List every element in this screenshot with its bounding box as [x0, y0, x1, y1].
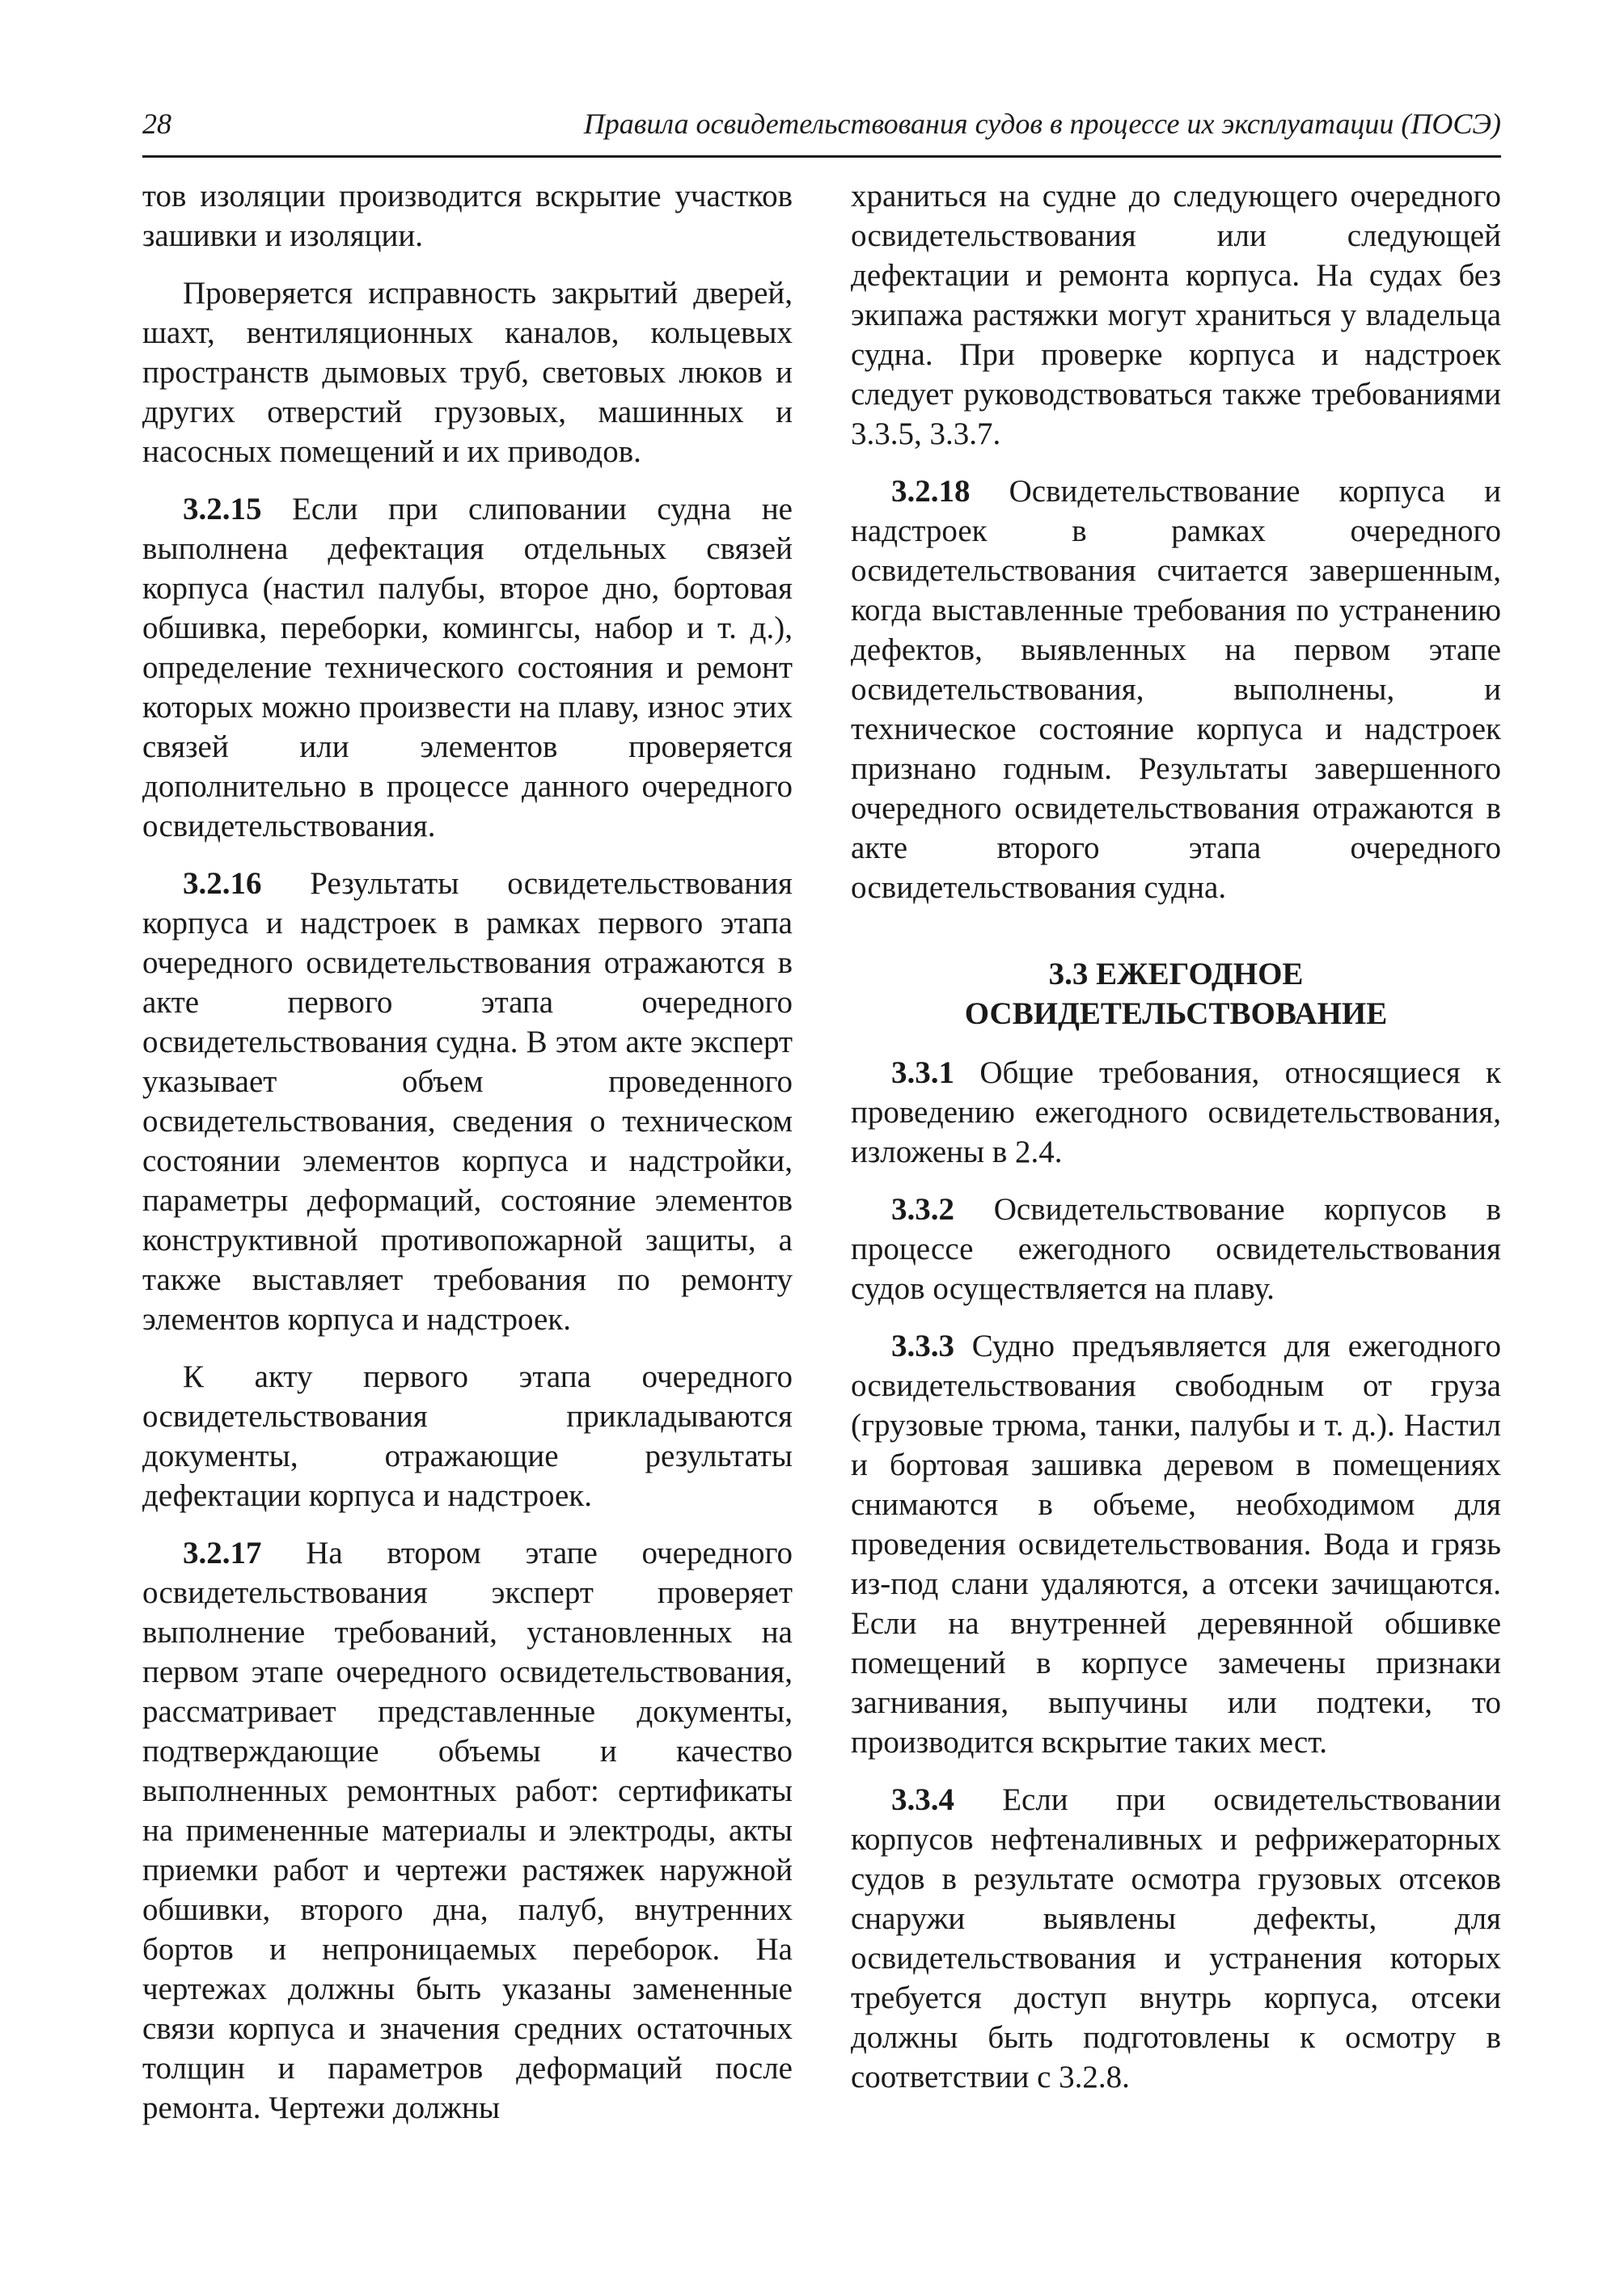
clause-3-3-3: [851, 1326, 1501, 1762]
section-heading: [851, 954, 1501, 1033]
clause-3-2-18: [851, 471, 1501, 907]
clause-text: Общие требования, относящиеся к проведению ежегодного освидетельствования, изложены в 2.4.: [851, 1055, 1501, 1169]
clause-text: Если при слиповании судна не выполнена дефектация отдельных связей корпуса (настил палубы, второе дно, бортовая обшивка, переборки, комингсы, набор и т. д.), определение технического состояния и ремонт которых можно произвести на плаву, износ этих связей или элементов проверяется дополнительно в процессе данного очередного освидетельствования.: [142, 492, 793, 843]
clause-number: 3.2.16: [183, 866, 262, 901]
paragraph-intro: тов изоляции производится вскрытие участков зашивки и изоляции.: [142, 179, 793, 253]
clause-text: Если при освидетельствовании корпусов нефтеналивных и рефрижераторных судов в результате осмотра грузовых отсеков снаружи выявлены дефекты, для освидетельствования и устранения которых требуется доступ внутрь корпуса, отсеки должны быть подготовлены к осмотру в соответствии с 3.2.8.: [851, 1782, 1501, 2094]
clause-3-3-4: [851, 1780, 1501, 2097]
section-heading-line2: ОСВИДЕТЕЛЬСТВОВАНИЕ: [964, 996, 1388, 1031]
clause-number: 3.3.4: [891, 1782, 954, 1817]
running-header: [142, 107, 1501, 158]
page-number: 28: [142, 108, 171, 140]
clause-3-3-1: [851, 1053, 1501, 1172]
right-column: [851, 176, 1501, 2115]
clause-3-2-15: [142, 489, 793, 846]
clause-text: Освидетельствование корпуса и надстроек в рамках очередного освидетельствования считается завершенным, когда выставленные требования по устранению дефектов, выявленных на первом этапе освидетельствования, выполнены, и техническое состояние корпуса и надстроек признано годным. Результаты завершенного очередного освидетельствования отражаются в акте второго этапа очередного освидетельствования судна.: [851, 474, 1501, 905]
clause-3-2-17: [142, 1533, 793, 2128]
clause-3-2-16: [142, 864, 793, 1339]
clause-text: Судно предъявляется для ежегодного освидетельствования свободным от груза (грузовые трюма, танки, палубы и т. д.). Настил и бортовая зашивка деревом в помещениях снимаются в объеме, необходимом для проведения освидетельствования. Вода и грязь из-под слани удаляются, а отсеки зачищаются. Если на внутренней деревянной обшивке помещений в корпусе замечены признаки загнивания, выпучины или подтеки, то производится вскрытие таких мест.: [851, 1329, 1501, 1760]
clause-number: 3.3.1: [891, 1055, 954, 1090]
paragraph-act: К акту первого этапа очередного освидетельствования прикладываются документы, отражающие результаты дефектации корпуса и надстроек.: [142, 1359, 793, 1513]
running-title: Правила освидетельствования судов в процессе их эксплуатации (ПОСЭ): [583, 108, 1501, 140]
clause-text: Результаты освидетельствования корпуса и надстроек в рамках первого этапа очередного освидетельствования отражаются в акте первого этапа очередного освидетельствования судна. В этом акте эксперт указывает объем проведенного освидетельствования, сведения о техническом состоянии элементов корпуса и надстройки, параметры деформаций, состояние элементов конструктивной противопожарной защиты, а также выставляет требования по ремонту элементов корпуса и надстроек.: [142, 866, 793, 1337]
clause-number: 3.3.3: [891, 1329, 954, 1363]
clause-number: 3.2.18: [891, 474, 971, 509]
paragraph-continuation: храниться на судне до следующего очередного освидетельствования или следующей дефектации и ремонта корпуса. На судах без экипажа растяжки могут храниться у владельца судна. При проверке корпуса и надстроек следует руководствоваться также требованиями 3.3.5, 3.3.7.: [851, 179, 1501, 451]
clause-text: На втором этапе очередного освидетельствования эксперт проверяет выполнение требований, установленных на первом этапе очередного освидетельствования, рассматривает представленные документы, подтверждающие объемы и качество выполненных ремонтных работ: сертификаты на примененные материалы и электроды, акты приемки работ и чертежи растяжек наружной обшивки, второго дна, палуб, внутренних бортов и непроницаемых переборок. На чертежах должны быть указаны замененные связи корпуса и значения средних остаточных толщин и параметров деформаций после ремонта. Чертежи должны: [142, 1536, 793, 2125]
clause-text: Освидетельствование корпусов в процессе ежегодного освидетельствования судов осуществляется на плаву.: [851, 1192, 1501, 1306]
left-column: [142, 176, 793, 2145]
clause-number: 3.2.17: [183, 1536, 262, 1570]
paragraph-check: Проверяется исправность закрытий дверей, шахт, вентиляционных каналов, кольцевых пространств дымовых труб, световых люков и других отверстий грузовых, машинных и насосных помещений и их приводов.: [142, 276, 793, 469]
section-heading-line1: 3.3 ЕЖЕГОДНОЕ: [1048, 957, 1304, 991]
clause-3-3-2: [851, 1190, 1501, 1308]
clause-number: 3.2.15: [183, 492, 262, 526]
clause-number: 3.3.2: [891, 1192, 954, 1227]
